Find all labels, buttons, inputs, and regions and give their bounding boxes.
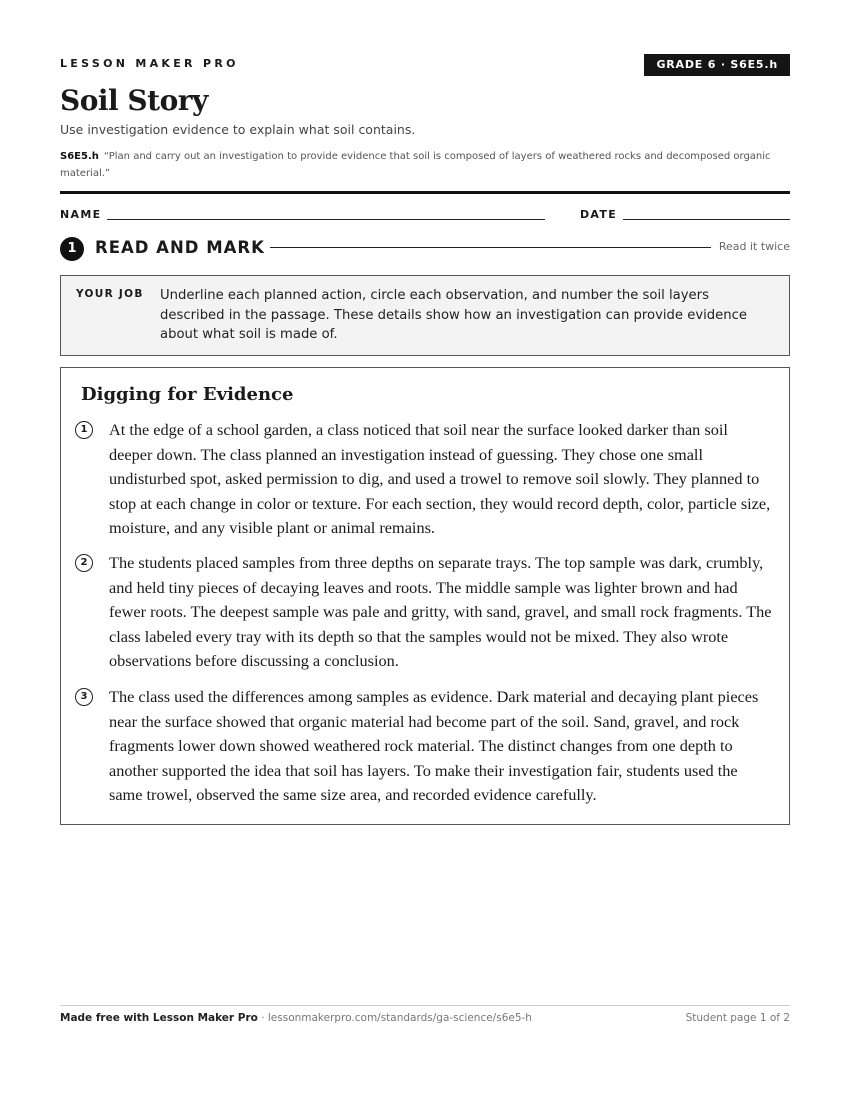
page-title: Soil Story (60, 84, 208, 117)
standard-code: S6E5.h (60, 151, 99, 162)
date-label: DATE (580, 208, 618, 221)
instructions-text: Underline each planned action, circle each observation, and number the soil layers described in the passage. These details show how an investigation can provide evidence about what soil is made of. (160, 288, 748, 342)
section-divider (270, 247, 711, 248)
paragraph-number: 1 (75, 421, 93, 439)
passage-box (60, 367, 790, 825)
footer-url[interactable]: lessonmakerpro.com/standards/ga-science/s6e5-h (267, 1012, 532, 1024)
date-field[interactable] (623, 219, 790, 220)
paragraph-text: At the edge of a school garden, a class noticed that soil near the surface looked darker than soil deeper down. The class planned an investigation instead of guessing. They chose one small undisturbed spot, asked permission to dig, and used a trowel to remove soil slowly. They planned to stop at each change in color or texture. For each section, they would record depth, color, particle size, moisture, and any visible plant or animal remains. (109, 420, 771, 537)
page-subtitle: Use investigation evidence to explain what soil contains. (60, 122, 416, 137)
footer-divider (60, 1005, 790, 1006)
paragraph-number: 2 (75, 554, 93, 572)
footer-made-with: Made free with Lesson Maker Pro (60, 1012, 258, 1024)
instructions-label: YOUR JOB (76, 288, 144, 300)
paragraph-number: 3 (75, 688, 93, 706)
header-divider (60, 191, 790, 194)
footer-credit (60, 1012, 532, 1024)
grade-badge: GRADE 6 · S6E5.h (644, 54, 790, 76)
footer-page-number: Student page 1 of 2 (685, 1012, 790, 1024)
passage-title: Digging for Evidence (81, 384, 294, 405)
section-number: 1 (60, 237, 84, 261)
passage-paragraph (75, 685, 775, 808)
worksheet-page (60, 0, 790, 1100)
footer-separator: · (257, 1012, 268, 1024)
name-field[interactable] (107, 219, 545, 220)
standard-statement (60, 148, 790, 182)
passage-paragraph (75, 418, 775, 541)
brand-name: LESSON MAKER PRO (60, 57, 239, 70)
instructions-box (60, 275, 790, 356)
name-label: NAME (60, 208, 102, 221)
section-title: READ AND MARK (95, 238, 265, 257)
paragraph-text: The class used the differences among samples as evidence. Dark material and decaying plant pieces near the surface showed that organic material had become part of the soil. Sand, gravel, and rock fragments lower down showed weathered rock material. The distinct changes from one depth to another supported the idea that soil has layers. To make their investigation fair, students used the same trowel, observed the same size area, and recorded evidence carefully. (109, 687, 759, 804)
paragraph-text: The students placed samples from three depths on separate trays. The top sample was dark, crumbly, and held tiny pieces of decaying leaves and roots. The middle sample was lighter brown and had fewer roots. The deepest sample was pale and gritty, with sand, gravel, and small rock fragments. The class labeled every tray with its depth so that the samples would not be mixed. They also wrote observations before discussing a conclusion. (109, 553, 772, 670)
standard-text: “Plan and carry out an investigation to provide evidence that soil is composed of layers of weathered rocks and decomposed organic material.” (60, 151, 771, 179)
section-note: Read it twice (718, 240, 790, 253)
passage-paragraph (75, 551, 775, 674)
